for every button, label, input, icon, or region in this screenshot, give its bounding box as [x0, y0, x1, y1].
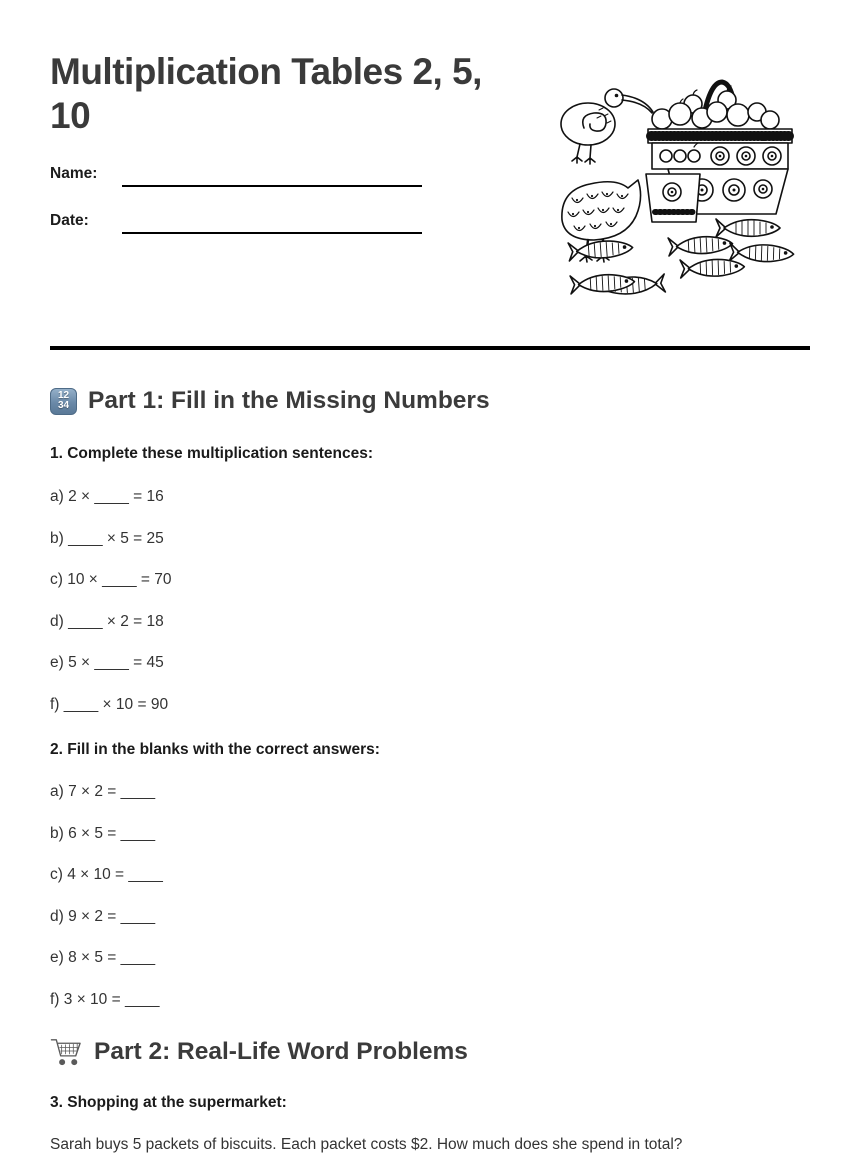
exercise-item-q2b: b) 6 × 5 = ____: [50, 824, 156, 842]
exercise-item-q2e: e) 8 × 5 = ____: [50, 949, 156, 967]
input-numbers-icon: [50, 388, 77, 415]
exercise-item-q1d: d) ____ × 2 = 18: [50, 612, 164, 630]
kiwi-basket-fish-illustration: [550, 62, 802, 300]
question1-prompt: 1. Complete these multiplication sentences:: [50, 445, 373, 462]
part2-heading-text: Part 2: Real-Life Word Problems: [94, 1037, 468, 1065]
input-numbers-icon-top-digits: 12: [57, 390, 70, 401]
name-label: Name:: [50, 165, 98, 182]
exercise-item-q2d: d) 9 × 2 = ____: [50, 907, 156, 925]
part1-heading: [50, 387, 490, 415]
question2-prompt: 2. Fill in the blanks with the correct answers:: [50, 741, 380, 758]
date-answer-line[interactable]: [122, 210, 422, 234]
exercise-item-q2c: c) 4 × 10 = ____: [50, 866, 163, 884]
exercise-item-q1f: f) ____ × 10 = 90: [50, 695, 169, 713]
date-field-row: [50, 210, 422, 234]
part2-heading: [50, 1036, 468, 1067]
exercise-item-q2a: a) 7 × 2 = ____: [50, 783, 156, 800]
name-answer-line[interactable]: [122, 163, 422, 187]
section-divider: [50, 346, 810, 350]
exercise-item-q1a: a) 2 × ____ = 16: [50, 488, 164, 505]
shopping-cart-icon: [50, 1036, 83, 1067]
exercise-item-q1c: c) 10 × ____ = 70: [50, 571, 172, 589]
name-field-row: [50, 163, 422, 187]
input-numbers-icon-bottom-digits: 34: [57, 400, 70, 411]
exercise-item-q2f: f) 3 × 10 = ____: [50, 990, 160, 1008]
date-label: Date:: [50, 212, 89, 229]
question3-prompt: 3. Shopping at the supermarket:: [50, 1094, 287, 1111]
page-title: Multiplication Tables 2, 5, 10: [50, 51, 482, 137]
question2-list: [50, 782, 550, 1032]
part1-heading-text: Part 1: Fill in the Missing Numbers: [88, 387, 490, 414]
question3-body: Sarah buys 5 packets of biscuits. Each packet costs $2. How much does she spend in total?: [50, 1136, 683, 1153]
question1-list: [50, 487, 550, 737]
exercise-item-q1e: e) 5 × ____ = 45: [50, 654, 164, 672]
exercise-item-q1b: b) ____ × 5 = 25: [50, 529, 164, 547]
